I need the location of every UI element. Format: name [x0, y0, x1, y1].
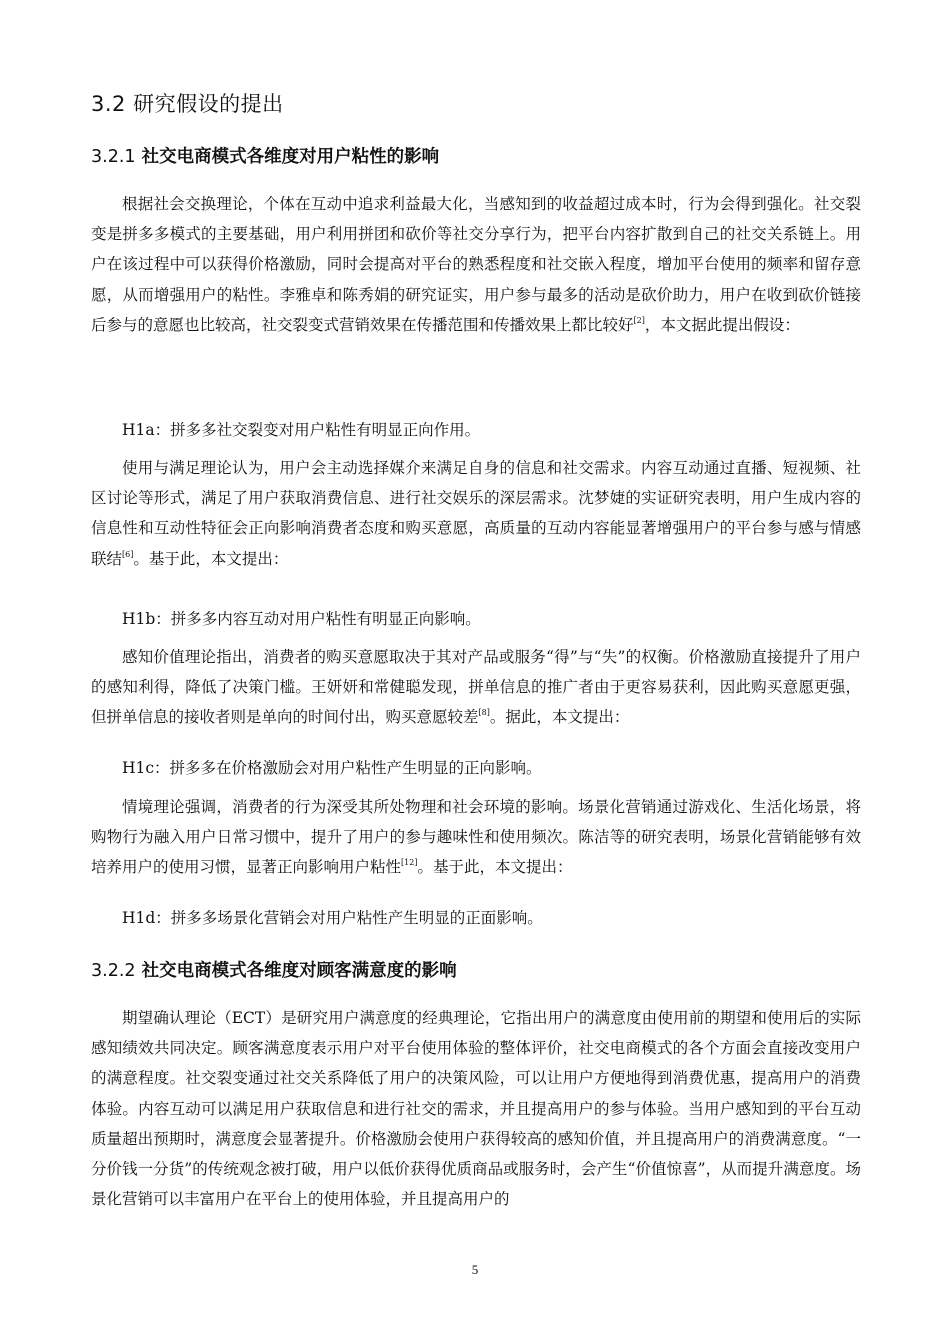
section-heading: 3.2 研究假设的提出 — [91, 92, 284, 116]
paragraph-text: 情境理论强调，消费者的行为深受其所处物理和社会环境的影响。场景化营销通过游戏化、生活化场景，将购物行为融入用户日常习惯中，提升了用户的参与趣味性和使用频次。陈洁等的研究表明，场景化营销能够有效培养用户的使用习惯，显著正向影响用户粘性 — [91, 798, 861, 877]
paragraph-uses-gratifications — [91, 453, 861, 574]
page-number: 5 — [471, 1262, 479, 1277]
subsection-number: 3.2.2 — [91, 961, 136, 981]
paragraph-tail: 。基于此，本文提出： — [133, 549, 289, 568]
paragraph-expectation-confirmation — [91, 1003, 861, 1214]
hypothesis-h1d: H1d：拼多多场景化营销会对用户粘性产生明显的正面影响。 — [122, 909, 543, 927]
subsection-heading-3-2-1 — [91, 143, 439, 168]
paragraph-tail: 。据此，本文提出： — [489, 708, 630, 727]
citation-ref: [2] — [633, 315, 645, 325]
citation-ref: [12] — [401, 858, 418, 868]
hypothesis-h1b: H1b：拼多多内容互动对用户粘性有明显正向影响。 — [122, 610, 481, 628]
hypothesis-h1a: H1a：拼多多社交裂变对用户粘性有明显正向作用。 — [122, 421, 481, 439]
paragraph-text: 使用与满足理论认为，用户会主动选择媒介来满足自身的信息和社交需求。内容互动通过直播、短视频、社区讨论等形式，满足了用户获取消费信息、进行社交娱乐的深层需求。沈梦婕的实证研究表明，用户生成内容的信息性和互动性特征会正向影响消费者态度和购买意愿，高质量的互动内容能显著增强用户的平台参与感与情感联结 — [91, 459, 861, 568]
paragraph-text: 根据社会交换理论，个体在互动中追求利益最大化，当感知到的收益超过成本时，行为会得到强化。社交裂变是拼多多模式的主要基础，用户利用拼团和砍价等社交分享行为，把平台内容扩散到自己的社交关系链上。用户在该过程中可以获得价格激励，同时会提高对平台的熟悉程度和社交嵌入程度，增加平台使用的频率和留存意愿，从而增强用户的粘性。李雅卓和陈秀娟的研究证实，用户参与最多的活动是砍价助力，用户在收到砍价链接后参与的意愿也比较高，社交裂变式营销效果在传播范围和传播效果上都比较好 — [91, 195, 861, 334]
subsection-title: 社交电商模式各维度对顾客满意度的影响 — [141, 961, 457, 981]
citation-ref: [6] — [122, 549, 134, 559]
subsection-number: 3.2.1 — [91, 147, 136, 167]
paragraph-text: 期望确认理论（ECT）是研究用户满意度的经典理论，它指出用户的满意度由使用前的期望和使用后的实际感知绩效共同决定。顾客满意度表示用户对平台使用体验的整体评价，社交电商模式的各个方面会直接改变用户的满意程度。社交裂变通过社交关系降低了用户的决策风险，可以让用户方便地得到消费优惠，提高用户的消费体验。内容互动可以满足用户获取信息和进行社交的需求，并且提高用户的参与体验。当用户感知到的平台互动质量超出预期时，满意度会显著提升。价格激励会使用户获得较高的感知价值，并且提高用户的消费满意度。“一分价钱一分货”的传统观念被打破，用户以低价获得优质商品或服务时，会产生“价值惊喜”，从而提升满意度。场景化营销可以丰富用户在平台上的使用体验，并且提高用户的 — [91, 1009, 861, 1209]
citation-ref: [8] — [478, 708, 490, 718]
paragraph-tail: ，本文据此提出假设： — [644, 315, 800, 334]
paragraph-tail: 。基于此，本文提出： — [417, 858, 573, 877]
hypothesis-h1c: H1c：拼多多在价格激励会对用户粘性产生明显的正向影响。 — [122, 759, 542, 777]
paragraph-perceived-value — [91, 642, 861, 733]
paragraph-social-exchange — [91, 189, 861, 340]
subsection-heading-3-2-2 — [91, 957, 457, 982]
subsection-title: 社交电商模式各维度对用户粘性的影响 — [141, 147, 440, 167]
paragraph-situational-theory — [91, 792, 861, 883]
paragraph-text: 感知价值理论指出，消费者的购买意愿取决于其对产品或服务“得”与“失”的权衡。价格激励直接提升了用户的感知利得，降低了决策门槛。王妍妍和常健聪发现，拼单信息的推广者由于更容易获利，因此购买意愿更强，但拼单信息的接收者则是单向的时间付出，购买意愿较差 — [91, 648, 861, 727]
